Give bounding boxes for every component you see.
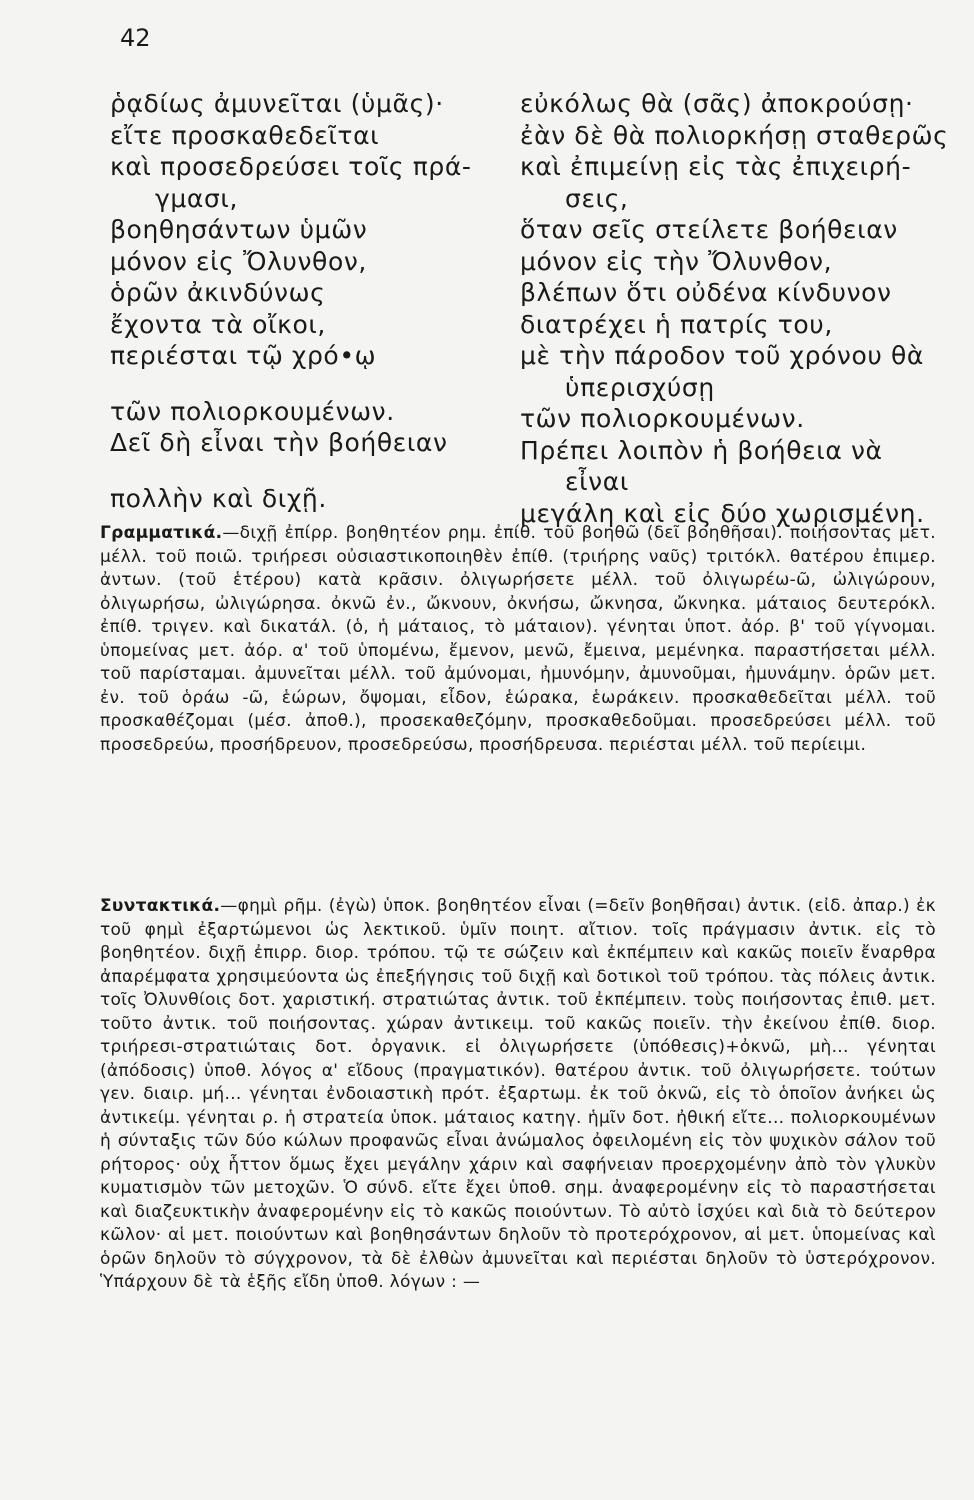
greek-line: καὶ προσεδρεύσει τοῖς πρά- [110, 152, 472, 181]
syntax-heading: Συντακτικά. [100, 896, 221, 916]
syntax-notes [100, 895, 936, 1295]
translation-line: ὅταν σεῖς στείλετε βοήθειαν [520, 215, 898, 244]
translation-line: μὲ τὴν πάροδον τοῦ χρόνου θὰ [520, 341, 924, 370]
translation-line: ἐὰν δὲ θὰ πολιορκήσῃ σταθερῶς [520, 120, 949, 150]
greek-line: Δεῖ δὴ εἶναι τὴν βοήθειαν [110, 428, 448, 457]
greek-line: περιέσται τῷ χρό•ῳ [110, 341, 377, 370]
page-number: 42 [120, 24, 151, 52]
greek-text-column [110, 88, 500, 514]
grammar-text: —διχῇ ἐπίρρ. βοηθητέον ρημ. ἐπίθ. τοῦ βοηθῶ (δεῖ βοηθῆσαι). ποιήσοντας μετ. μέλλ. τοῦ ποιῶ. τριήρεσι οὐσιαστικοποιηθὲν ἐπίθ. (τριήρης ναῦς) τριτόκλ. θατέρου ἐπιμερ. ἀντων. (τοῦ ἑτέρου) κατὰ κρᾶσιν. ὀλιγωρήσετε μέλλ. τοῦ ὀλιγωρέω-ῶ, ὠλιγώρουν, ὀλιγωρήσω, ὠλιγώρησα. ὀκνῶ ἐν., ὤκνουν, ὀκνήσω, ὤκνησα, ὤκνηκα. μάταιος δευτερόκλ. ἐπίθ. τριγεν. καὶ δικατάλ. (ὁ, ἡ μάταιος, τὸ μάταιον). γένηται ὑποτ. ἀόρ. β' τοῦ γίγνομαι. ὑπομείνας μετ. ἀόρ. α' τοῦ ὑπομένω, ἔμενον, μενῶ, ἔμεινα, μεμένηκα. παραστήσεται μέλλ. τοῦ παρίσταμαι. ἀμυνεῖται μέλλ. τοῦ ἀμύνομαι, ἠμυνόμην, ἀμυνοῦμαι, ἠμυνάμην. ὁρῶν μετ. ἐν. τοῦ ὁράω -ῶ, ἑώρων, ὄψομαι, εἶδον, ἑώρακα, ἑωράκειν. προσκαθεδεῖται μέλλ. τοῦ προσκαθέζομαι (μέσ. ἀποθ.), προσεκαθεζόμην, προσκαθεδοῦμαι. προσεδρεύσει μέλλ. τοῦ προσεδρεύω, προσήδρευον, προσεδρεύσω, προσήδρευσα. περιέσται μέλλ. τοῦ περίειμι. [100, 523, 936, 755]
translation-column [520, 88, 949, 529]
translation-line: ὑπερισχύσῃ [565, 372, 715, 402]
translation-line: διατρέχει ἡ πατρίς του, [520, 309, 833, 339]
translation-line: Πρέπει λοιπὸν ἡ βοήθεια νὰ [520, 435, 883, 465]
greek-line: μόνον εἰς Ὄλυνθον, [110, 246, 367, 276]
greek-line: ῥᾳδίως ἀμυνεῖται (ὑμᾶς)· [110, 89, 444, 118]
greek-line: ἔχοντα τὰ οἴκοι, [110, 309, 326, 339]
greek-line: πολλὴν καὶ διχῇ. [110, 483, 327, 513]
translation-line: μεγάλη καὶ εἰς δύο χωρισμένη. [520, 498, 925, 528]
grammar-heading: Γραμματικά. [100, 523, 223, 543]
translation-line: σεις, [565, 183, 629, 213]
translation-line: βλέπων ὅτι οὐδένα κίνδυνον [520, 278, 892, 307]
translation-line: μόνον εἰς τὴν Ὄλυνθον, [520, 246, 833, 276]
translation-line: εὐκόλως θὰ (σᾶς) ἀποκρούσῃ· [520, 89, 914, 118]
translation-line: καὶ ἐπιμείνῃ εἰς τὰς ἐπιχειρή- [520, 152, 912, 181]
greek-line: ὁρῶν ἀκινδύνως [110, 278, 326, 307]
grammar-notes [100, 522, 936, 757]
translation-line: τῶν πολιορκουμένων. [520, 404, 805, 433]
translation-line: εἶναι [565, 467, 629, 496]
greek-line: εἴτε προσκαθεδεῖται [110, 120, 380, 150]
syntax-text: —φημὶ ρῆμ. (ἐγὼ) ὑποκ. βοηθητέον εἶναι (=δεῖν βοηθῆσαι) ἀντικ. (εἰδ. ἀπαρ.) ἐκ τοῦ φημὶ ἐξαρτώμενοι ὡς λεκτικοῦ. ὑμῖν ποιητ. αἴτιον. τοῖς πράγμασιν ἀντικ. εἰς τὸ βοηθητέον. διχῇ ἐπιρρ. διορ. τρόπου. τῷ τε σώζειν καὶ ἐκπέμπειν καὶ κακῶς ποιεῖν ἔναρθρα ἀπαρέμφατα χρησιμεύοντα ὡς ἐπεξήγησις τοῦ διχῇ καὶ δοτικοὶ τοῦ τρόπου. τὰς πόλεις ἀντικ. τοῖς Ὀλυνθίοις δοτ. χαριστική. στρατιώτας ἀντικ. τοῦ ἐκπέμπειν. τοὺς ποιήσοντας ἐπιθ. μετ. τοῦτο ἀντικ. τοῦ ποιήσοντας. χώραν ἀντικειμ. τοῦ κακῶς ποιεῖν. τὴν ἐκείνου ἐπίθ. διορ. τριήρεσι-στρατιώταις δοτ. ὀργανικ. εἰ ὀλιγωρήσετε (ὑπόθεσις)+ὀκνῶ, μὴ... γένηται (ἀπόδοσις) ὑποθ. λόγος α' εἴδους (πραγματικόν). θατέρου ἀντικ. τοῦ ὀλιγωρήσετε. τούτων γεν. διαιρ. μή... γένηται ἐνδοιαστικὴ πρότ. ἐξαρτωμ. ἐκ τοῦ ὀκνῶ, εἰς τὸ ὁποῖον ἀνήκει ὡς ἀντικείμ. γένηται ρ. ἡ στρατεία ὑποκ. μάταιος κατηγ. ἡμῖν δοτ. ἠθική εἴτε... πολιορκουμένων ἡ σύνταξις τῶν δύο κώλων προφανῶς εἶναι ἀνώμαλος ὀφειλομένη εἰς τὸν ψυχικὸν σάλον τοῦ ρήτορος· οὐχ ἧττον ὅμως ἔχει μεγάλην χάριν καὶ σαφήνειαν προερχομένην ἀπὸ τὸν γλυκὺν κυματισμὸν τῶν μετοχῶν. Ὁ σύνδ. εἴτε ἔχει ὑποθ. σημ. ἀναφερομένην εἰς τὸ παραστήσεται καὶ διαζευκτικὴν ἀναφερομένην εἰς τὸ κακῶς ποιούντων. Τὸ αὐτὸ ἰσχύει καὶ διὰ τὸ δεύτερον κῶλον· αἱ μετ. ποιούντων καὶ βοηθησάντων δηλοῦν τὸ προτερόχρονον, αἱ μετ. ὑπομείνας καὶ ὁρῶν δηλοῦν τὸ σύγχρονον, τὰ δὲ ἐλθὼν ἀμυνεῖται καὶ περιέσται δηλοῦν τὸ ὑστερόχρονον. Ὑπάρχουν δὲ τὰ ἑξῆς εἴδη ὑποθ. λόγων : — [100, 896, 936, 1292]
greek-line: βοηθησάντων ὑμῶν [110, 215, 368, 244]
greek-line: τῶν πολιορκουμένων. [110, 396, 395, 426]
greek-line: γμασι, [155, 183, 239, 213]
